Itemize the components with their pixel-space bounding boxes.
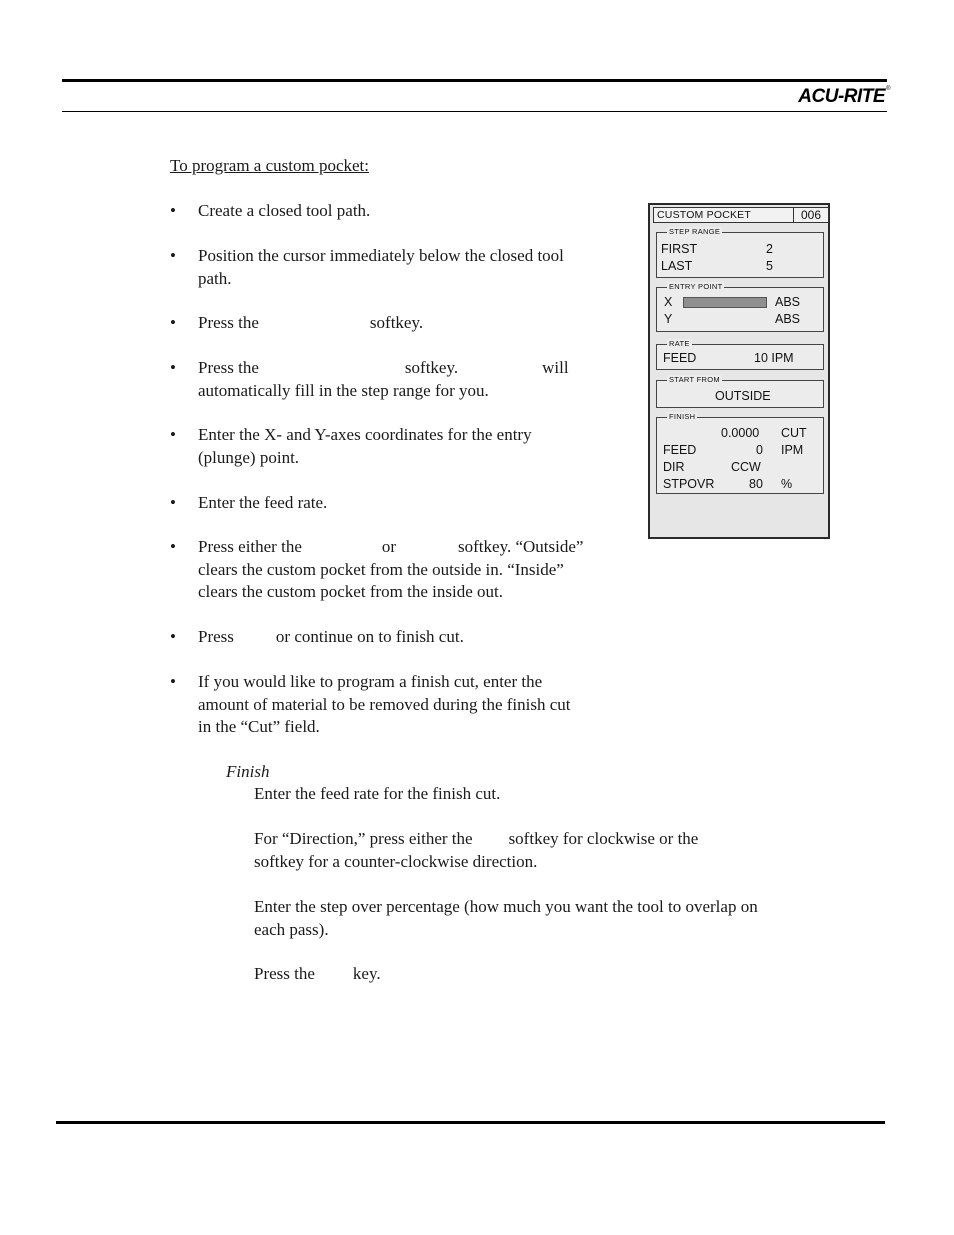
x-label: X bbox=[664, 295, 673, 309]
finish-feed-unit: IPM bbox=[781, 443, 804, 457]
step-range-label: STEP RANGE bbox=[669, 227, 721, 236]
finish-stpovr-unit: % bbox=[781, 477, 793, 491]
bullet-press-continue: • Press or continue on to finish cut. bbox=[170, 627, 464, 646]
finish-group-label: FINISH bbox=[669, 412, 696, 421]
top-rule-thick bbox=[62, 79, 887, 82]
finish-dir-value: CCW bbox=[731, 460, 761, 474]
finish-stepover-text: Enter the step over percentage (how much you want the tool to overlap on each pass). bbox=[254, 897, 758, 939]
start-from-group bbox=[656, 375, 824, 408]
finish-stpovr-value: 80 bbox=[749, 477, 763, 491]
entry-point-group bbox=[656, 282, 824, 332]
bullet-feed-rate: • Enter the feed rate. bbox=[170, 493, 328, 512]
entry-point-label: ENTRY POINT bbox=[669, 282, 723, 291]
bullet-position-cursor: • Position the cursor immediately below the closed tool path. bbox=[170, 246, 564, 288]
x-input-highlight bbox=[683, 297, 767, 308]
bullet-outside-inside: • Press either the or softkey. “Outside” clears the custom pocket from the outside in. “Inside” clears the custom pocket from the inside out. bbox=[170, 537, 584, 601]
bullet-entry-coordinates: • Enter the X- and Y-axes coordinates for the entry (plunge) point. bbox=[170, 425, 532, 467]
first-value: 2 bbox=[766, 242, 773, 256]
bottom-rule bbox=[56, 1121, 885, 1124]
screen-title: CUSTOM POCKET bbox=[653, 207, 794, 223]
finish-dir-label: DIR bbox=[663, 460, 685, 474]
bullet-step-range: • Press the softkey. will automatically fill in the step range for you. bbox=[170, 358, 569, 400]
rate-feed-label: FEED bbox=[663, 351, 697, 365]
start-from-label: START FROM bbox=[669, 375, 720, 384]
bullet-press-softkey: • Press the softkey. bbox=[170, 313, 424, 332]
y-unit: ABS bbox=[775, 312, 801, 326]
finish-press-key-text: Press the key. bbox=[254, 964, 381, 983]
first-label: FIRST bbox=[661, 242, 698, 256]
finish-stpovr-label: STPOVR bbox=[663, 477, 715, 491]
rate-feed-value: 10 IPM bbox=[754, 351, 794, 365]
section-heading: To program a custom pocket: bbox=[170, 156, 369, 175]
acu-rite-logo: ACU-RITE® bbox=[798, 86, 890, 107]
top-rule-thin bbox=[62, 111, 887, 112]
finish-group bbox=[656, 412, 824, 494]
finish-direction-text: For “Direction,” press either the softkey for clockwise or the softkey for a counter-clockwise direction. bbox=[254, 829, 699, 871]
y-label: Y bbox=[664, 312, 673, 326]
finish-heading: Finish bbox=[226, 762, 270, 781]
bullet-finish-cut: • If you would like to program a finish cut, enter the amount of material to be removed during the finish cut in the “Cut” field. bbox=[170, 672, 571, 736]
x-unit: ABS bbox=[775, 295, 801, 309]
last-label: LAST bbox=[661, 259, 693, 273]
finish-feed-label: FEED bbox=[663, 443, 697, 457]
finish-cut-label: CUT bbox=[781, 426, 807, 440]
step-range-group bbox=[656, 227, 824, 278]
finish-feed-text: Enter the feed rate for the finish cut. bbox=[254, 784, 501, 803]
last-value: 5 bbox=[766, 259, 773, 273]
screen-step-number: 006 bbox=[793, 207, 829, 223]
rate-group bbox=[656, 339, 824, 370]
finish-feed-value: 0 bbox=[756, 443, 763, 457]
bullet-create-path: • Create a closed tool path. bbox=[170, 201, 371, 220]
finish-cut-value: 0.0000 bbox=[721, 426, 760, 440]
custom-pocket-screen bbox=[648, 203, 830, 539]
rate-label: RATE bbox=[669, 339, 690, 348]
start-from-value: OUTSIDE bbox=[715, 389, 771, 403]
